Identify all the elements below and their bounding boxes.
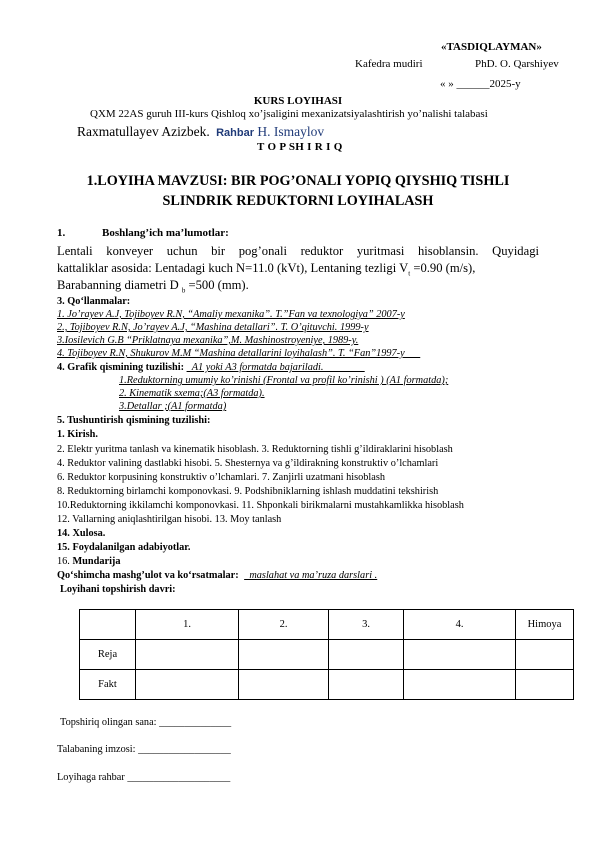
v-subscript: t [408, 269, 411, 278]
received-date-line: Topshiriq olingan sana: ______________ [60, 717, 232, 728]
explanatory-item: 8. Reduktorning birlamchi komponovkasi. 9. Podshibniklarning ishlash muddatini tekshirish [57, 486, 439, 497]
dept-head-label: Kafedra mudiri [355, 58, 423, 70]
assignment-title: T O P SH I R I Q [257, 141, 343, 153]
literature-item: 2., Tojiboyev R.N, Jo’rayev A.J, “Mashina detallari”. T. O’qituvchi. 1999-y [57, 322, 369, 333]
schedule-cell[interactable] [516, 640, 574, 670]
schedule-header-cell: 1. [136, 610, 239, 640]
graphics-item: 3.Detallar ;(A1 formatda) [119, 401, 227, 412]
extra-value: _maslahat va ma’ruza darslari . [244, 570, 378, 581]
schedule-row-fact [80, 670, 574, 700]
supervisor-signature-line: Loyihaga rahbar ____________________ [57, 772, 231, 783]
literature-item: 1. Jo’rayev A.J, Tojiboyev R.N, “Amaliy mexanika”. T.”Fan va texnologiya” 2007-y [57, 309, 405, 320]
schedule-cell[interactable] [329, 640, 404, 670]
explanatory-heading: 5. Tushuntirish qismining tuzilishi: [57, 415, 211, 426]
topic-line-1: 1.LOYIHA MAVZUSI: BIR POG’ONALI YOPIQ QIYSHIQ TISHLI [86, 173, 510, 189]
schedule-cell[interactable] [239, 640, 329, 670]
supervisor-label: Rahbar [216, 127, 254, 139]
schedule-table [79, 609, 574, 700]
group-line: QXM 22AS guruh III-kurs Qishloq xo’jsaligini mexanizatsiyalashtirish yo’nalishi talabasi [90, 108, 488, 120]
literature-item: 3.Iosilevich G.B “Priklatnaya mexanika”,M. Mashinostroyeniye, 1989-y. [57, 335, 359, 346]
schedule-row-label: Reja [80, 640, 136, 670]
student-name: Raxmatullayev Azizbek. [77, 124, 210, 139]
schedule-header-cell: Himoya [516, 610, 574, 640]
initial-data-line-3-text: Barabanning diametri D [57, 278, 182, 292]
d-subscript: b [181, 286, 186, 295]
schedule-cell[interactable] [329, 670, 404, 700]
initial-data-heading [57, 227, 229, 240]
approval-title: «TASDIQLAYMAN» [441, 41, 542, 53]
initial-data-line-2-text: kattaliklar asosida: Lentadagi kuch N=11.0 (kVt), Lentaning tezligi V [57, 261, 409, 275]
initial-data-line-1: Lentali konveyer uchun bir pog’onali reduktor yuritmasi hisoblansin. Quyidagi [57, 244, 539, 258]
references-item: 15. Foydalanilgan adabiyotlar. [57, 542, 191, 553]
approval-date: « » ______2025-y [440, 78, 521, 90]
graphics-value: _A1 yoki A3 formatda bajariladi.________ [186, 362, 365, 373]
initial-data-line-2-tail: =0.90 (m/s), [410, 261, 476, 275]
deadline-label: Loyihani topshirish davri: [60, 584, 176, 595]
student-line [77, 124, 324, 141]
graphics-item: 2. Kinematik sxema;(A3 formatda). [119, 388, 265, 399]
contents-label: Mundarija [72, 556, 121, 567]
literature-heading: 3. Qo‘llanmalar: [57, 296, 131, 307]
schedule-header-cell: 3. [329, 610, 404, 640]
extra-line [57, 569, 377, 582]
schedule-header-cell: 2. [239, 610, 329, 640]
schedule-cell[interactable] [136, 670, 239, 700]
schedule-row-label: Fakt [80, 670, 136, 700]
explanatory-item: 4. Reduktor valining dastlabki hisobi. 5. Shesternya va g’ildirakning konstruktiv o’lchamlari [57, 458, 439, 469]
supervisor-name: H. Ismaylov [257, 124, 325, 139]
schedule-cell[interactable] [136, 640, 239, 670]
schedule-cell[interactable] [516, 670, 574, 700]
initial-data-num: 1. [57, 227, 66, 239]
schedule-cell[interactable] [239, 670, 329, 700]
explanatory-item: 2. Elektr yuritma tanlash va kinematik hisoblash. 3. Reduktorning tishli g’ildiraklarini hisoblash [57, 444, 453, 455]
graphics-line [57, 361, 365, 374]
topic-line-2: SLINDRIK REDUKTORNI LOYIHALASH [162, 193, 434, 209]
student-signature-line: Talabaning imzosi: __________________ [57, 744, 231, 755]
schedule-row-plan [80, 640, 574, 670]
doc-type: KURS LOYIHASI [253, 95, 343, 107]
explanatory-intro: 1. Kirish. [57, 429, 98, 440]
schedule-cell[interactable] [404, 640, 516, 670]
schedule-header-cell [80, 610, 136, 640]
literature-item: 4. Tojiboyev R.N, Shukurov M.M “Mashina detallarini loyihalash”. T. “Fan”1997-y___ [57, 348, 421, 359]
schedule-header-row [80, 610, 574, 640]
extra-label: Qo‘shimcha mashg’ulot va ko‘rsatmalar: [57, 570, 239, 581]
initial-data-line-3-tail: =500 (mm). [185, 278, 249, 292]
contents-item [57, 555, 121, 568]
initial-data-label: Boshlang’ich ma’lumotlar: [102, 227, 229, 239]
explanatory-item: 10.Reduktorning ikkilamchi komponovkasi. 11. Shponkali birikmalarni mustahkamlikka hisoblash [57, 500, 464, 511]
conclusion-item: 14. Xulosa. [57, 528, 106, 539]
graphics-heading: 4. Grafik qismining tuzilishi: [57, 362, 185, 373]
schedule-cell[interactable] [404, 670, 516, 700]
schedule-header-cell: 4. [404, 610, 516, 640]
graphics-item: 1.Reduktorning umumiy ko’rinishi (Frontal va profil ko’rinishi ) (A1 formatda); [119, 375, 449, 386]
explanatory-item: 6. Reduktor korpusining konstruktiv o’lchamlari. 7. Zanjirli uzatmani hisoblash [57, 472, 386, 483]
contents-num: 16. [57, 556, 70, 567]
explanatory-item: 12. Vallarning aniqlashtirilgan hisobi. 13. Moy tanlash [57, 514, 282, 525]
dept-head-name: PhD. O. Qarshiyev [475, 58, 559, 70]
